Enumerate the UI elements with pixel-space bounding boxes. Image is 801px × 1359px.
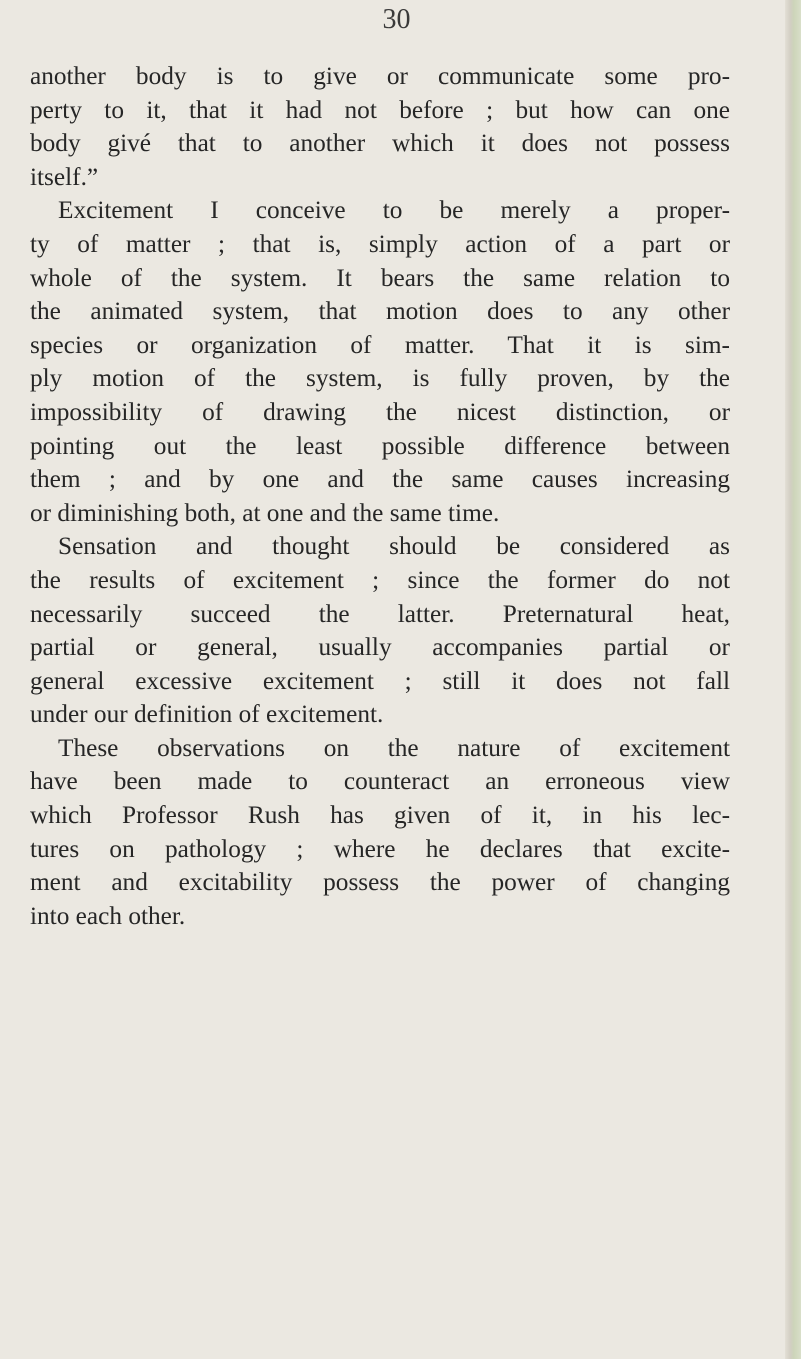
- text-line: whole of the system. It bears the same relation to: [30, 263, 730, 292]
- text-line: pointing out the least possible difference between: [30, 431, 730, 460]
- text-line: itself.”: [30, 162, 99, 191]
- text-line: partial or general, usually accompanies partial or: [30, 633, 730, 662]
- text-line: ment and excitability possess the power of changing: [30, 868, 730, 897]
- text-line: them ; and by one and the same causes increasing: [30, 465, 730, 494]
- page-edge: [785, 0, 801, 1359]
- text-line: Sensation and thought should be considered as: [58, 532, 730, 561]
- page-number: 30: [382, 4, 411, 35]
- text-line: into each other.: [30, 901, 186, 930]
- text-line: species or organization of matter. That it is sim-: [30, 330, 730, 359]
- text-line: ply motion of the system, is fully proven, by the: [30, 364, 730, 393]
- text-line: body givé that to another which it does not possess: [30, 129, 730, 158]
- text-line: tures on pathology ; where he declares that excite-: [30, 834, 730, 863]
- text-line: the results of excitement ; since the former do not: [30, 565, 730, 594]
- text-line: ty of matter ; that is, simply action of a part or: [30, 229, 730, 258]
- text-line: have been made to counteract an erroneous view: [30, 767, 730, 796]
- text-line: perty to it, that it had not before ; but how can one: [30, 95, 730, 124]
- text-line: These observations on the nature of excitement: [58, 733, 730, 762]
- text-line: which Professor Rush has given of it, in his lec-: [30, 801, 730, 830]
- text-line: the animated system, that motion does to any other: [30, 297, 730, 326]
- text-line: or diminishing both, at one and the same time.: [30, 498, 500, 527]
- text-line: under our definition of excitement.: [30, 700, 384, 729]
- body-text: [30, 60, 730, 933]
- text-line: impossibility of drawing the nicest distinction, or: [30, 397, 730, 426]
- text-line: necessarily succeed the latter. Preternatural heat,: [30, 599, 730, 628]
- text-line: general excessive excitement ; still it does not fall: [30, 666, 730, 695]
- text-line: another body is to give or communicate some pro-: [30, 62, 730, 90]
- text-line: Excitement I conceive to be merely a proper-: [58, 196, 730, 225]
